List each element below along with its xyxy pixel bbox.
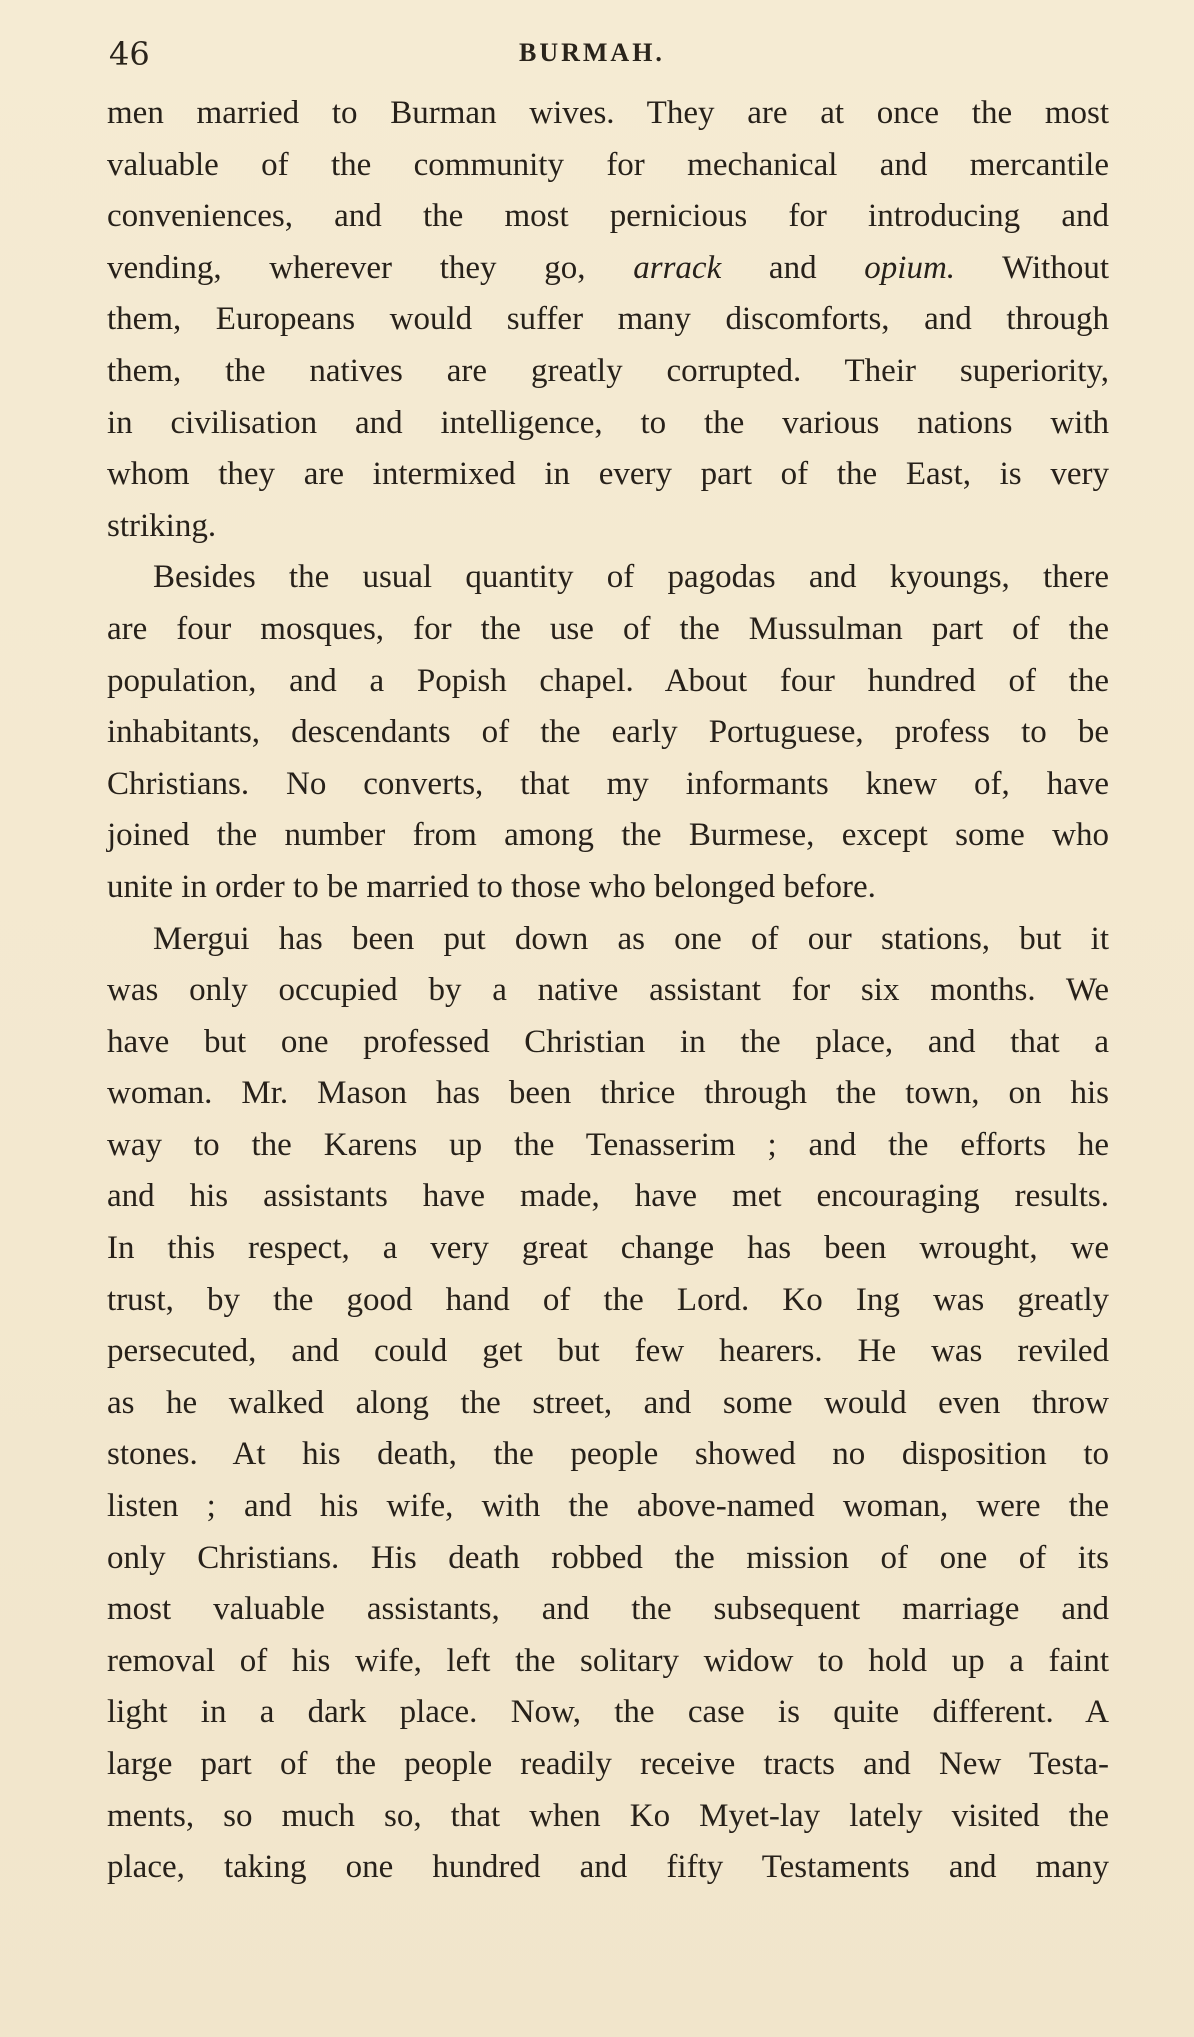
- text-line: [107, 449, 1109, 501]
- text-line: [107, 552, 1109, 604]
- text-line: [107, 294, 1109, 346]
- text-line: [107, 1687, 1109, 1739]
- text-run: was only occupied by a native assistant for six months. We: [107, 972, 1109, 1009]
- text-line: [107, 1842, 1109, 1894]
- text-run: woman. Mr. Mason has been thrice through the town, on his: [107, 1075, 1109, 1112]
- text-line: [107, 862, 1109, 914]
- text-line: [107, 501, 1109, 553]
- page-number: 46: [109, 35, 150, 73]
- text-line: [107, 759, 1109, 811]
- text-line: [107, 1533, 1109, 1585]
- text-run: Christians. No converts, that my informants knew of, have: [107, 765, 1109, 802]
- text-line: [107, 191, 1109, 243]
- text-line: [107, 1481, 1109, 1533]
- text-run: removal of his wife, left the solitary widow to hold up a faint: [107, 1642, 1109, 1679]
- paragraph: [107, 914, 1109, 1894]
- text-run: place, taking one hundred and fifty Testaments and many: [107, 1849, 1109, 1886]
- text-run: listen ; and his wife, with the above-named woman, were the: [107, 1488, 1109, 1525]
- text-run: Without: [955, 249, 1109, 286]
- text-line: [107, 707, 1109, 759]
- text-line: [107, 1791, 1109, 1843]
- text-line: [107, 914, 1109, 966]
- text-line: [107, 965, 1109, 1017]
- text-line: [107, 656, 1109, 708]
- text-line: [107, 604, 1109, 656]
- text-run: ments, so much so, that when Ko Myet-lay lately visited the: [107, 1797, 1109, 1834]
- text-run: In this respect, a very great change has been wrought, we: [107, 1230, 1109, 1267]
- paragraph: [107, 552, 1109, 913]
- text-line: [107, 1739, 1109, 1791]
- text-run: inhabitants, descendants of the early Portuguese, profess to be: [107, 714, 1109, 751]
- text-run: unite in order to be married to those who belonged before.: [107, 868, 876, 905]
- text-run: are four mosques, for the use of the Mussulman part of the: [107, 610, 1109, 647]
- text-run: vending, wherever they go,: [107, 249, 634, 286]
- text-run: Besides the usual quantity of pagodas and kyoungs, there: [153, 559, 1109, 596]
- text-run: light in a dark place. Now, the case is quite different. A: [107, 1694, 1109, 1731]
- italic-run: opium.: [864, 249, 956, 286]
- text-run: them, the natives are greatly corrupted. Their superiority,: [107, 352, 1109, 389]
- text-line: [107, 1429, 1109, 1481]
- text-run: and his assistants have made, have met encouraging results.: [107, 1178, 1109, 1215]
- text-run: in civilisation and intelligence, to the various nations with: [107, 404, 1109, 441]
- text-run: and: [721, 249, 865, 286]
- text-run: joined the number from among the Burmese, except some who: [107, 817, 1109, 854]
- text-run: conveniences, and the most pernicious for introducing and: [107, 198, 1109, 235]
- text-line: [107, 1636, 1109, 1688]
- text-run: have but one professed Christian in the place, and that a: [107, 1023, 1109, 1060]
- italic-run: arrack: [633, 249, 722, 286]
- text-line: [107, 1171, 1109, 1223]
- text-run: population, and a Popish chapel. About four hundred of the: [107, 662, 1109, 699]
- body-text: [107, 88, 1109, 1894]
- text-line: [107, 1017, 1109, 1069]
- text-line: [107, 810, 1109, 862]
- text-run: as he walked along the street, and some would even throw: [107, 1384, 1109, 1421]
- text-run: way to the Karens up the Tenasserim ; and the efforts he: [107, 1126, 1109, 1163]
- text-line: [107, 398, 1109, 450]
- text-run: trust, by the good hand of the Lord. Ko Ing was greatly: [107, 1281, 1109, 1318]
- text-line: [107, 1120, 1109, 1172]
- text-line: [107, 88, 1109, 140]
- text-run: striking.: [107, 507, 217, 544]
- page-header: [109, 26, 1110, 82]
- text-run: Mergui has been put down as one of our stations, but it: [153, 920, 1109, 957]
- text-line: [107, 1584, 1109, 1636]
- text-run: men married to Burman wives. They are at once the most: [107, 95, 1109, 131]
- text-line: [107, 1275, 1109, 1327]
- text-run: them, Europeans would suffer many discomforts, and through: [107, 301, 1109, 338]
- text-line: [107, 1223, 1109, 1275]
- text-line: [107, 1326, 1109, 1378]
- text-run: whom they are intermixed in every part of the East, is very: [107, 456, 1109, 493]
- text-run: stones. At his death, the people showed no disposition to: [107, 1436, 1109, 1473]
- text-line: [107, 1378, 1109, 1430]
- text-line: [107, 243, 1109, 295]
- text-line: [107, 346, 1109, 398]
- text-run: most valuable assistants, and the subsequent marriage and: [107, 1591, 1109, 1628]
- text-line: [107, 140, 1109, 192]
- text-run: large part of the people readily receive tracts and New Testa-: [107, 1746, 1109, 1782]
- text-run: valuable of the community for mechanical and mercantile: [107, 146, 1109, 183]
- text-run: persecuted, and could get but few hearers. He was reviled: [107, 1333, 1109, 1370]
- text-run: only Christians. His death robbed the mission of one of its: [107, 1539, 1109, 1576]
- paragraph: [107, 88, 1109, 552]
- running-head: BURMAH.: [519, 38, 665, 67]
- text-line: [107, 1068, 1109, 1120]
